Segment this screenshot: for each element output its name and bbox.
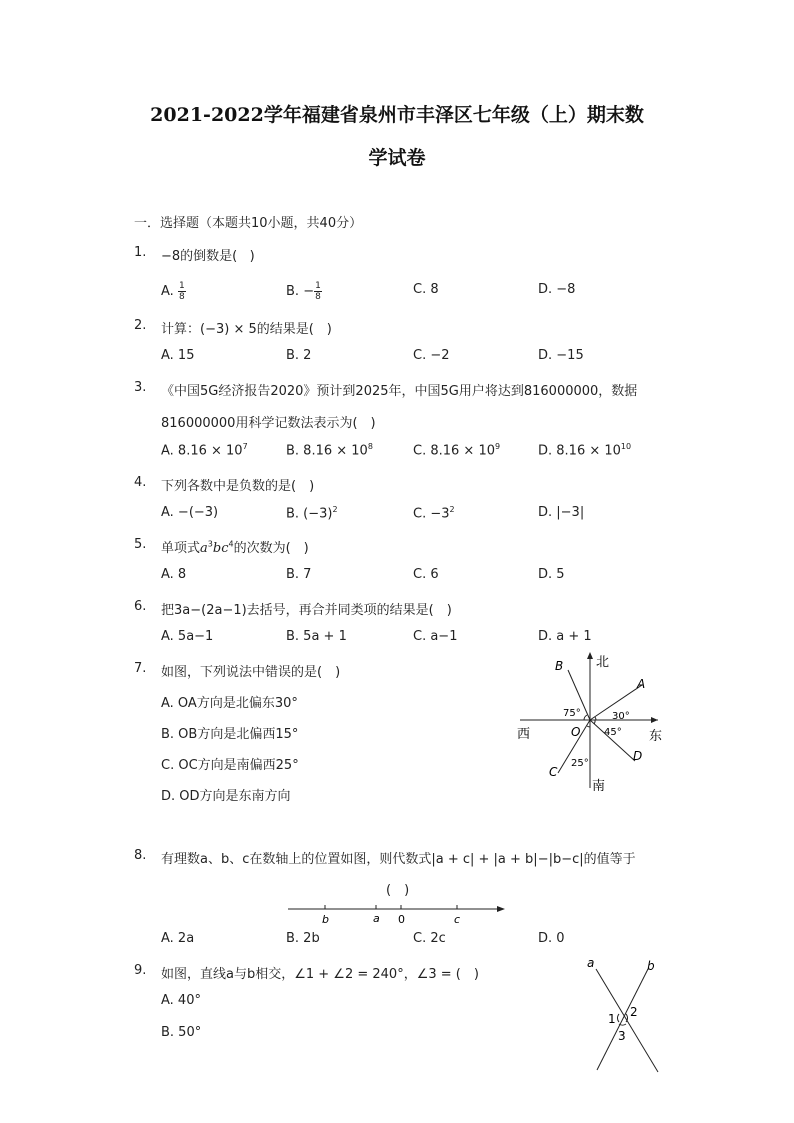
question-number: 6. (134, 599, 147, 614)
tick-b: b (322, 913, 329, 926)
option-a: A. $8.16 \times 10^7$ (161, 442, 248, 459)
question-number: 9. (134, 963, 147, 978)
angle-2-label: 2 (630, 1005, 638, 1019)
question-text: 如图，直线a与b相交，∠1 + ∠2 = 240°，∠3 = ( ) (161, 967, 479, 982)
option-a: A. 2a (161, 931, 195, 946)
option-a: A. 5a−1 (161, 629, 214, 644)
question-text: 《中国5G经济报告2020》预计到2025年，中国5G用户将达到816000000，数据 (161, 384, 638, 399)
label-c: C (549, 765, 558, 779)
question-text-line2: ( ) (386, 883, 410, 898)
angle-75: 75° (563, 708, 581, 719)
label-south: 南 (592, 779, 606, 794)
label-north: 北 (596, 655, 610, 670)
option-b: B. 7 (286, 567, 312, 582)
label-o: O (571, 725, 581, 739)
option-c: C. $8.16 \times 10^9$ (413, 442, 501, 459)
question-number: 1. (134, 245, 147, 260)
option-d: D. −15 (538, 348, 584, 363)
question-text: 如图，下列说法中错误的是( ) (161, 665, 341, 680)
angle-30: 30° (612, 711, 630, 722)
angle-3-label: 3 (618, 1029, 626, 1043)
option-d: D. 5 (538, 567, 565, 582)
option-a: A. 15 (161, 348, 195, 363)
question-text: 有理数a、b、c在数轴上的位置如图，则代数式|a + c| + |a + b|−|b−c|的值等于 (161, 852, 636, 867)
question-number: 3. (134, 380, 147, 395)
label-d: D (633, 749, 643, 763)
option-b: B. OB方向是北偏西15° (161, 727, 299, 742)
option-c: C. a−1 (413, 629, 458, 644)
tick-c: c (454, 913, 461, 926)
question-text-line2: 816000000用科学记数法表示为( ) (161, 416, 376, 431)
question-number: 4. (134, 475, 147, 490)
option-b: B. − $\frac{1}{8}$ (286, 281, 321, 302)
option-d: D. 0 (538, 931, 565, 946)
question-text: 计算：(−3) × 5的结果是( ) (161, 322, 332, 337)
option-b: B. $8.16 \times 10^8$ (286, 442, 373, 459)
option-a: A. 40° (161, 993, 201, 1008)
question-text: 把3a−(2a−1)去括号，再合并同类项的结果是( ) (161, 603, 452, 618)
label-west: 西 (517, 727, 531, 742)
option-a: A. $\frac{1}{8}$ (161, 281, 185, 302)
line-b-label: b (647, 959, 655, 973)
option-c: C. 8 (413, 282, 439, 297)
option-c: C. OC方向是南偏西25° (161, 758, 299, 773)
section-heading: 一．选择题（本题共10小题，共40分） (134, 216, 363, 231)
question-number: 8. (134, 848, 147, 863)
option-b: B. 2 (286, 348, 312, 363)
option-a: A. OA方向是北偏东30° (161, 696, 298, 711)
option-b: B. $(-3)^2$ (286, 505, 338, 522)
option-d: D. −8 (538, 282, 576, 297)
option-b: B. 2b (286, 931, 320, 946)
question-number: 5. (134, 537, 147, 552)
page-title: 2021-2022学年福建省泉州市丰泽区七年级（上）期末数 (150, 104, 644, 126)
tick-zero: 0 (398, 913, 405, 926)
page-title-line2: 学试卷 (368, 147, 426, 169)
number-line-figure (285, 902, 510, 926)
question-text: 单项式$a^3bc^4$的次数为( ) (161, 539, 309, 556)
option-a: A. 8 (161, 567, 187, 582)
compass-figure (510, 648, 670, 798)
option-b: B. 50° (161, 1025, 202, 1040)
option-c: C. −2 (413, 348, 450, 363)
label-a: A (637, 677, 646, 691)
angle-25: 25° (571, 758, 589, 769)
question-number: 2. (134, 318, 147, 333)
option-a: A. −(−3) (161, 505, 219, 520)
tick-a: a (373, 912, 380, 925)
label-east: 东 (649, 729, 663, 744)
option-c: C. $-3^2$ (413, 505, 455, 522)
angle-1-label: 1 (608, 1012, 616, 1026)
intersecting-lines-figure (580, 952, 665, 1077)
question-text: 下列各数中是负数的是( ) (161, 479, 315, 494)
angle-45: 45° (604, 727, 622, 738)
option-b: B. 5a + 1 (286, 629, 347, 644)
option-c: C. 2c (413, 931, 446, 946)
question-number: 7. (134, 661, 147, 676)
option-d: D. OD方向是东南方向 (161, 789, 291, 804)
label-b: B (555, 659, 564, 673)
option-d: D. $8.16 \times 10^{10}$ (538, 442, 632, 459)
option-c: C. 6 (413, 567, 439, 582)
line-a-label: a (587, 956, 595, 970)
option-d: D. a + 1 (538, 629, 592, 644)
option-d: D. |−3| (538, 505, 585, 520)
question-text: −8的倒数是( ) (161, 249, 255, 264)
